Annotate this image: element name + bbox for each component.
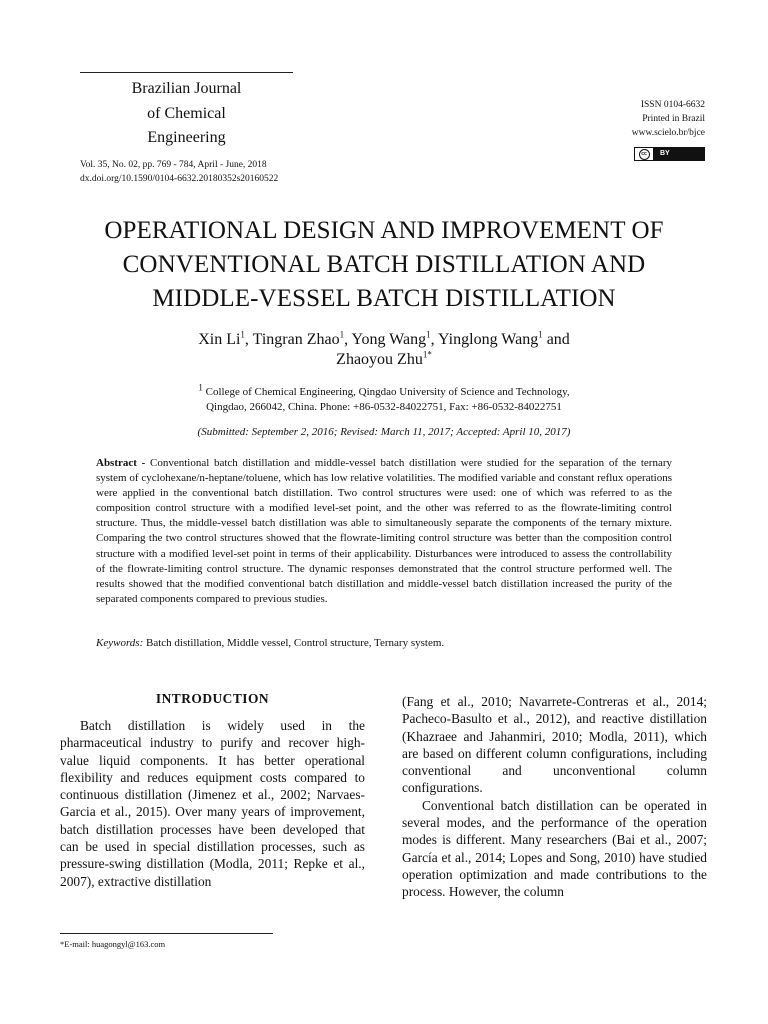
author-name: Yong Wang — [351, 331, 427, 348]
title-line: CONVENTIONAL BATCH DISTILLATION AND — [122, 251, 646, 278]
doi-line[interactable]: dx.doi.org/10.1590/0104-6632.20180352s20160522 — [80, 174, 279, 184]
keywords-text: Batch distillation, Middle vessel, Control structure, Ternary system. — [143, 637, 445, 649]
author-affiliation-mark: 1 — [240, 329, 245, 340]
affiliation-mark: 1 — [198, 382, 203, 393]
affiliation-line: College of Chemical Engineering, Qingdao University of Science and Technology, — [202, 386, 570, 398]
keywords-label: Keywords: — [96, 637, 144, 649]
journal-name-line: of Chemical — [147, 104, 226, 122]
author-affiliation-mark: 1 — [538, 329, 543, 340]
author-name: Yinglong Wang — [438, 331, 539, 348]
cc-by-license-badge[interactable] — [634, 147, 705, 161]
author-affiliation-mark: 1* — [422, 349, 432, 360]
affiliation — [140, 382, 628, 415]
author-name: Tingran Zhao — [252, 331, 340, 348]
author-affiliation-mark: 1 — [426, 329, 431, 340]
abstract-label: Abstract - — [96, 457, 146, 469]
right-column — [402, 693, 707, 901]
author-name: Zhaoyou Zhu — [336, 351, 423, 368]
abstract — [96, 456, 672, 607]
volume-info — [80, 158, 300, 186]
author-list — [120, 330, 648, 370]
title-line: OPERATIONAL DESIGN AND IMPROVEMENT OF — [104, 217, 664, 244]
volume-line: Vol. 35, No. 02, pp. 769 - 784, April - June, 2018 — [80, 160, 267, 170]
author-affiliation-mark: 1 — [339, 329, 345, 340]
issn-block — [632, 98, 705, 140]
journal-name-line: Engineering — [147, 129, 226, 146]
author-separator: , — [244, 331, 253, 348]
journal-name-line: Brazilian Journal — [131, 80, 242, 97]
footnote-rule — [60, 933, 273, 934]
footnote-email[interactable]: *E-mail: huagongyl@163.com — [60, 939, 166, 949]
title-line: MIDDLE-VESSEL BATCH DISTILLATION — [152, 285, 616, 312]
printed-in: Printed in Brazil — [642, 114, 705, 124]
journal-name — [80, 77, 293, 151]
body-paragraph: Conventional batch distillation can be operated in several modes, and the performance of the operation modes is different. Many researchers (Bai et al., 2007; García et al., 2014; Lopes and Song, 2010) have studied operation optimization and made contributions to the process. However, the column — [402, 797, 707, 900]
article-title — [40, 214, 728, 316]
affiliation-line: Qingdao, 266042, China. Phone: +86-0532-84022751, Fax: +86-0532-84022751 — [206, 401, 562, 413]
keywords — [96, 636, 672, 651]
left-column — [60, 717, 365, 890]
author-name: Xin Li — [198, 331, 241, 348]
author-separator: and — [542, 331, 570, 348]
body-paragraph: Batch distillation is widely used in the pharmaceutical industry to purify and recover high-value liquid components. It has better operational flexibility and reduces equipment costs compared to continuous distillation (Jimenez et al., 2002; Narvaes-Garcia et al., 2015). Over many years of improvement, batch distillation processes have been developed that can be used in special distillation processes, such as pressure-swing distillation (Modla, 2011; Repke et al., 2007), extractive distillation — [60, 718, 365, 889]
abstract-text: Conventional batch distillation and middle-vessel batch distillation were studied for the separation of the ternary system of cyclohexane/n-heptane/toluene, which has low relative volatilities. The modified variable and constant reflux operations were applied in the conventional batch distillation. Two control structures were used: one of which was referred to as the composition control structure with a modified level-set point, and the other was referred to as the flowrate-limiting control structure. Thus, the middle-vessel batch distillation was able to simultaneously separate the components of the ternary mixture. Comparing the two control structures showed that the flowrate-limiting control structure was better than the composition control structure with a modified level-set point in terms of their applicability. Disturbances were introduced to assess the controllability of the flowrate-limiting control structure. The dynamic responses demonstrated that the control structure performed well. The results showed that the modified conventional batch distillation and middle-vessel batch distillation increased the purity of the separated components compared to previous studies. — [96, 457, 672, 605]
author-separator: , — [344, 331, 352, 348]
cc-icon: cc — [635, 148, 654, 160]
submission-dates: (Submitted: September 2, 2016; Revised: March 11, 2017; Accepted: April 10, 2017) — [197, 426, 571, 438]
section-heading-introduction: INTRODUCTION — [155, 691, 270, 706]
author-separator: , — [430, 331, 438, 348]
issn: ISSN 0104-6632 — [640, 100, 705, 110]
license-label: BY — [654, 148, 704, 160]
body-paragraph: (Fang et al., 2010; Navarrete-Contreras et al., 2014; Pacheco-Basulto et al., 2012), and reactive distillation (Khazraee and Jahanmiri, 2010; Modla, 2011), which are based on different column configurations, including conventional and unconventional column configurations. — [402, 694, 707, 796]
journal-website[interactable]: www.scielo.br/bjce — [631, 128, 705, 138]
masthead-rule — [80, 72, 293, 73]
